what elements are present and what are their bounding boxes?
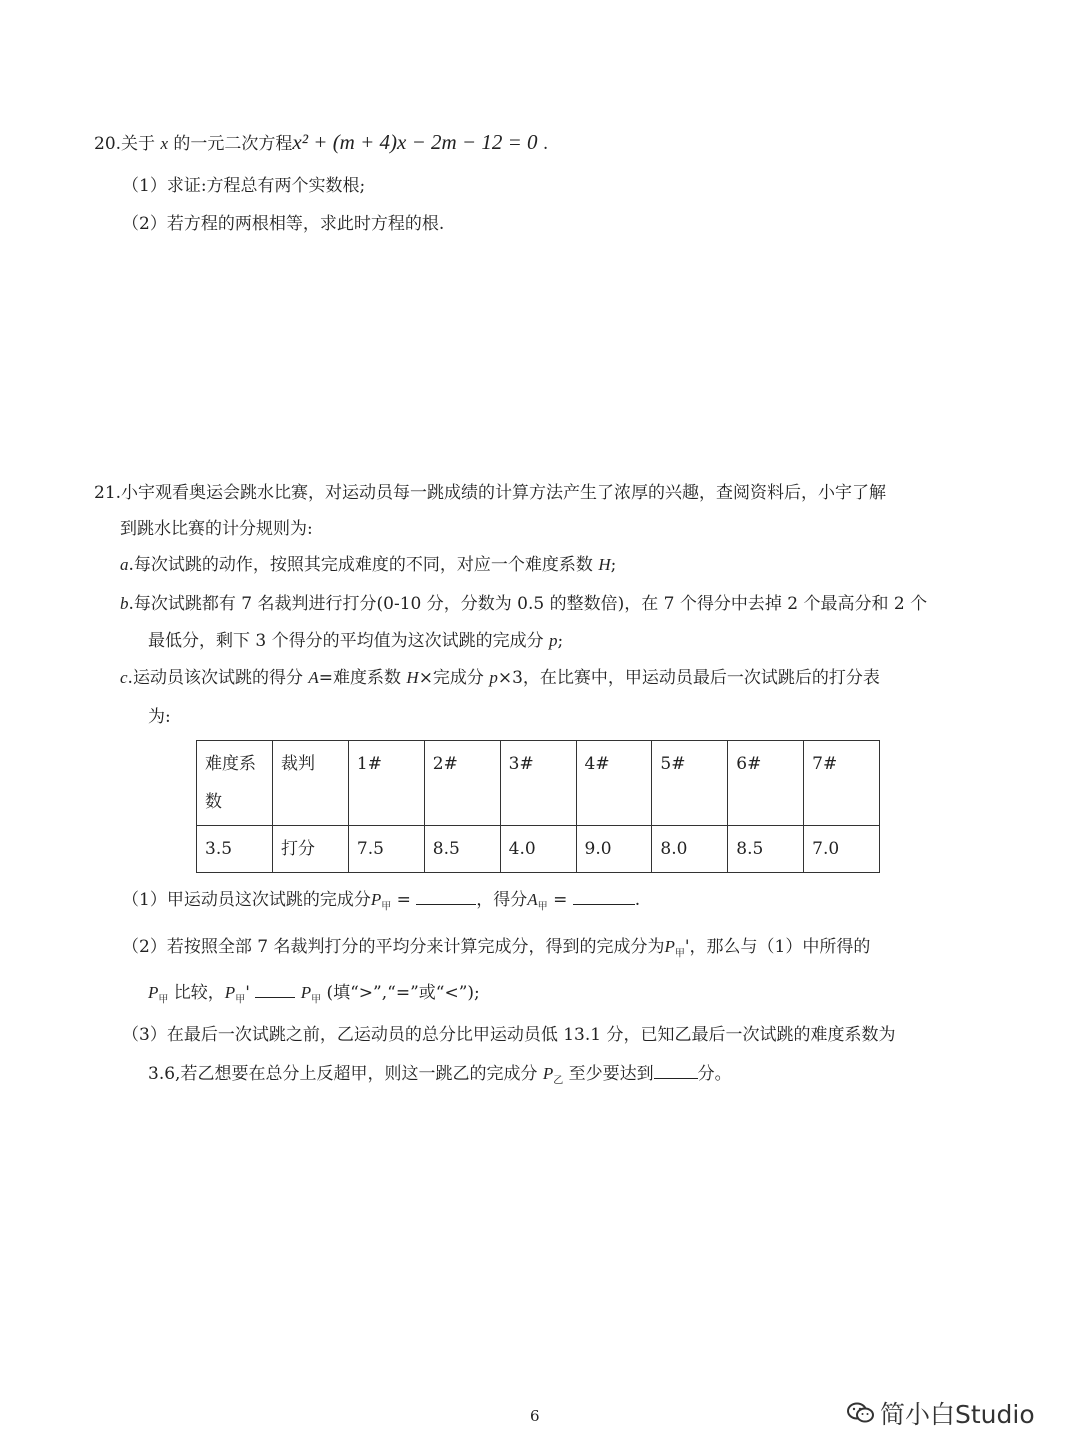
q20-stem: 20.关于 x 的一元二次方程x² + (m + 4)x − 2m − 12 = 0 . xyxy=(94,130,549,154)
q21-part3-line2: 3.6,若乙想要在总分上反超甲，则这一跳乙的完成分 $P_乙$ 至少要达到 分。 xyxy=(148,1064,732,1087)
q21-part2: （2）若按照全部 7 名裁判打分的平均分来计算完成分，得到的完成分为$P_甲'$，那么与（1）中所得的 xyxy=(122,937,871,960)
q20-equation: x² + (m + 4)x − 2m − 12 = 0 xyxy=(292,130,538,154)
table-cell: 4# xyxy=(576,741,652,826)
table-cell: 2# xyxy=(424,741,500,826)
table-cell: 裁判 xyxy=(273,741,349,826)
table-cell: 3.5 xyxy=(197,826,273,873)
table-row xyxy=(197,741,880,826)
table-cell: 4.0 xyxy=(500,826,576,873)
table-cell: 6# xyxy=(728,741,804,826)
answer-blank[interactable] xyxy=(654,1062,698,1079)
wechat-icon xyxy=(846,1401,876,1431)
table-row xyxy=(197,826,880,873)
table-cell: 7.0 xyxy=(804,826,880,873)
table-cell: 9.0 xyxy=(576,826,652,873)
q21-rule-b: b.每次试跳都有 7 名裁判进行打分(0-10 分，分数为 0.5 的整数倍)，在 7 个得分中去掉 2 个最高分和 2 个 xyxy=(120,594,928,614)
watermark: 简小白Studio xyxy=(846,1395,1035,1431)
q21-stem-line1: 21.小宇观看奥运会跳水比赛，对运动员每一跳成绩的计算方法产生了浓厚的兴趣，查阅资料后，小宇了解 xyxy=(94,483,887,503)
table-cell: 8.5 xyxy=(424,826,500,873)
answer-blank[interactable] xyxy=(255,981,295,998)
table-cell: 5# xyxy=(652,741,728,826)
q21-stem-line2: 到跳水比赛的计分规则为: xyxy=(120,519,313,539)
q21-rule-c: c.运动员该次试跳的得分 A=难度系数 H×完成分 p×3，在比赛中，甲运动员最后一次试跳后的打分表 xyxy=(120,668,880,688)
table-cell: 1# xyxy=(348,741,424,826)
page-number: 6 xyxy=(530,1407,540,1425)
q20-part1: （1）求证:方程总有两个实数根; xyxy=(122,176,366,196)
q20-part2: （2）若方程的两根相等，求此时方程的根. xyxy=(122,214,445,234)
table-cell: 7# xyxy=(804,741,880,826)
q21-rule-c-line2: 为: xyxy=(148,707,171,727)
q21-rule-a: a.每次试跳的动作，按照其完成难度的不同，对应一个难度系数 H; xyxy=(120,555,617,575)
table-cell: 7.5 xyxy=(348,826,424,873)
q21-part3: （3）在最后一次试跳之前，乙运动员的总分比甲运动员低 13.1 分，已知乙最后一次试跳的难度系数为 xyxy=(122,1025,896,1045)
table-cell: 难度系数 xyxy=(197,741,273,826)
table-cell: 3# xyxy=(500,741,576,826)
q21-part2-line2: $P_甲$ 比较，$P_甲'$ $P_甲$ (填“>”,“=”或“<”); xyxy=(148,983,480,1006)
table-cell: 8.0 xyxy=(652,826,728,873)
score-table xyxy=(196,740,880,873)
q21-part1: （1）甲运动员这次试跳的完成分$P_甲$ = ，得分$A_甲$ = . xyxy=(122,890,641,913)
answer-blank[interactable] xyxy=(416,888,476,905)
q21-rule-b-line2: 最低分，剩下 3 个得分的平均值为这次试跳的完成分 p; xyxy=(148,631,564,651)
table-cell: 打分 xyxy=(273,826,349,873)
table-cell: 8.5 xyxy=(728,826,804,873)
answer-blank[interactable] xyxy=(573,888,635,905)
